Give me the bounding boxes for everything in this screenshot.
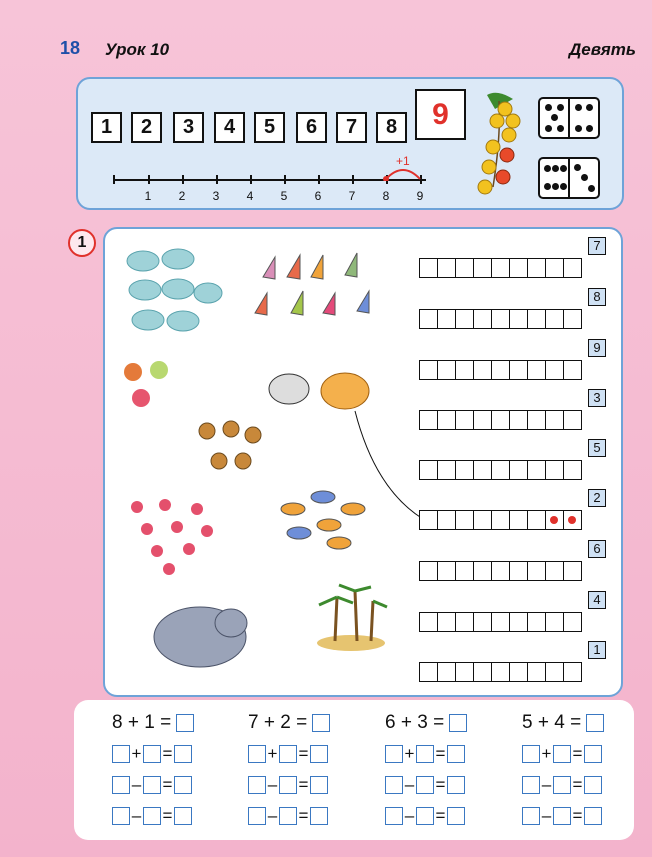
tick-label: 2 [178,189,186,203]
target-number: 9 [588,339,606,357]
answer-box[interactable] [112,776,130,794]
domino-icon [538,157,600,199]
step-label: +1 [396,154,410,168]
number-line-tick [113,175,115,184]
answer-box[interactable] [584,776,602,794]
answer-box[interactable] [310,745,328,763]
equation-template-plus: + = [522,744,602,764]
highlight-number: 9 [415,89,466,140]
red-dot-icon [568,516,576,524]
answer-cells-row[interactable] [420,662,610,682]
answer-box[interactable] [143,745,161,763]
tick-label: 1 [144,189,152,203]
answer-box[interactable] [174,807,192,825]
answer-box[interactable] [553,807,571,825]
answer-box[interactable] [553,745,571,763]
number-line-tick [284,175,286,184]
number-box: 3 [173,112,204,143]
number-box: 7 [336,112,367,143]
answer-cells-row[interactable] [420,460,610,480]
answer-box[interactable] [174,745,192,763]
target-number: 4 [588,591,606,609]
number-line-tick [352,175,354,184]
answer-box[interactable] [310,776,328,794]
number-line-tick [250,175,252,184]
answer-box[interactable] [176,714,194,732]
equation-row [522,712,604,734]
equation-template-plus: + = [248,744,328,764]
answer-box[interactable] [248,807,266,825]
answer-cells-row[interactable] [420,410,610,430]
answer-box[interactable] [279,776,297,794]
answer-box[interactable] [143,807,161,825]
equation-row [112,712,194,734]
target-number: 1 [588,641,606,659]
number-box: 4 [214,112,245,143]
answer-box[interactable] [584,745,602,763]
target-number: 5 [588,439,606,457]
number-box: 1 [91,112,122,143]
number-box: 5 [254,112,285,143]
rowan-berries-icon [473,87,525,203]
answer-box[interactable] [553,776,571,794]
page-number: 18 [60,38,81,58]
equation-template-plus: + = [385,744,465,764]
answer-cells-row[interactable] [420,309,610,329]
answer-box[interactable] [522,807,540,825]
answer-box[interactable] [385,807,403,825]
tick-label: 5 [280,189,288,203]
tick-label: 9 [416,189,424,203]
answer-box[interactable] [279,745,297,763]
exercise-1-marker: 1 [68,229,96,257]
equation-text: 5 + 4 = [522,712,582,733]
equation-template-minus: – = [522,806,602,826]
answer-cells-row[interactable] [420,561,610,581]
number-intro-panel [76,77,624,210]
tick-label: 8 [382,189,390,203]
topic-title: Девять [569,40,636,59]
answer-box[interactable] [143,776,161,794]
target-number: 2 [588,489,606,507]
answer-box[interactable] [279,807,297,825]
answer-box[interactable] [416,745,434,763]
domino-icon [538,97,600,139]
red-dot-icon [550,516,558,524]
answer-cells-row[interactable] [420,360,610,380]
answer-box[interactable] [416,776,434,794]
tick-label: 6 [314,189,322,203]
answer-box[interactable] [174,776,192,794]
answer-box[interactable] [112,807,130,825]
page-header [0,34,652,64]
equation-text: 6 + 3 = [385,712,445,733]
tick-label: 3 [212,189,220,203]
tick-label: 4 [246,189,254,203]
answer-box[interactable] [248,776,266,794]
number-box: 6 [296,112,327,143]
number-line-tick [318,175,320,184]
target-number: 7 [588,237,606,255]
answer-cells-row[interactable] [420,612,610,632]
equation-text: 8 + 1 = [112,712,172,733]
answer-cells-row[interactable] [420,258,610,278]
equation-template-minus: – = [248,775,328,795]
number-box: 2 [131,112,162,143]
equation-template-minus: – = [385,775,465,795]
answer-box[interactable] [447,776,465,794]
target-number: 3 [588,389,606,407]
answer-box[interactable] [586,714,604,732]
equation-template-minus: – = [385,806,465,826]
equation-template-minus: – = [112,775,192,795]
target-number: 8 [588,288,606,306]
equation-row [248,712,330,734]
equation-template-minus: – = [248,806,328,826]
equation-template-minus: – = [112,806,192,826]
number-line-tick [216,175,218,184]
answer-box[interactable] [522,776,540,794]
answer-cells-row[interactable] [420,510,610,530]
equation-text: 7 + 2 = [248,712,308,733]
answer-box[interactable] [248,745,266,763]
answer-box[interactable] [112,745,130,763]
answer-box[interactable] [312,714,330,732]
lesson-title: Урок 10 [105,40,170,59]
target-number: 6 [588,540,606,558]
answer-box[interactable] [522,745,540,763]
answer-box[interactable] [447,807,465,825]
tick-label: 7 [348,189,356,203]
answer-box[interactable] [584,807,602,825]
answer-box[interactable] [416,807,434,825]
number-line-tick [182,175,184,184]
answer-box[interactable] [447,745,465,763]
equation-template-plus: + = [112,744,192,764]
answer-box[interactable] [449,714,467,732]
equation-template-minus: – = [522,775,602,795]
answer-box[interactable] [385,745,403,763]
number-line-tick [148,175,150,184]
number-box: 8 [376,112,407,143]
answer-box[interactable] [385,776,403,794]
answer-box[interactable] [310,807,328,825]
equation-row [385,712,467,734]
